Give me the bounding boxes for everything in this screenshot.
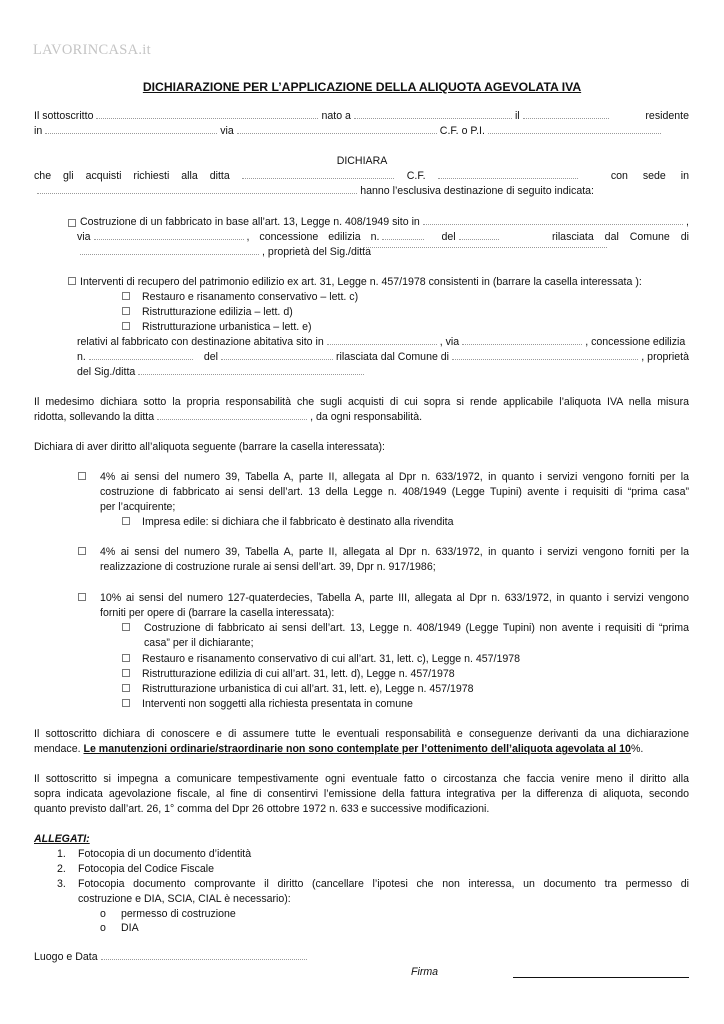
luogo-data-field[interactable] bbox=[101, 958, 307, 960]
interventi-option-1: Restauro e risanamento conservativo – lett. c) bbox=[122, 291, 358, 303]
impegno-line-2: sopra indicata agevolazione fiscale, al fine di consentirvi l’emissione della fattura integrativa per la differenza di aliquota, secondo bbox=[34, 788, 689, 800]
impegno-line-1: Il sottoscritto si impegna a comunicare tempestivamente ogni eventuale fatto o circostanza che faccia venire meno il diritto alla bbox=[34, 773, 689, 785]
supplier-cf-field[interactable] bbox=[438, 177, 578, 179]
impresa-edile-checkbox[interactable] bbox=[122, 517, 130, 525]
impegno-line-3: quanto previsto dall’art. 26, 1° comma del Dpr 26 ottobre 1972 n. 633 e successive modificazioni. bbox=[34, 803, 490, 815]
aliquota-4a-line-2: costruzione di fabbricato ai sensi dell’art. 13 della Legge n. 408/1949 (Legge Tupini) avente i requisiti di “prima casa” bbox=[100, 486, 689, 498]
aliquota-4a-checkbox-wrap bbox=[78, 471, 90, 483]
interventi-comune-field[interactable] bbox=[452, 358, 638, 360]
aliquota-10-option-4-checkbox[interactable] bbox=[122, 684, 130, 692]
allegati-bullet-2: o bbox=[100, 922, 106, 934]
interventi-date-field[interactable] bbox=[221, 358, 333, 360]
costruzione-line-3: , proprietà del Sig./ditta bbox=[77, 246, 377, 258]
acquisti-line-2: hanno l’esclusiva destinazione di seguito indicata: bbox=[34, 185, 594, 197]
interventi-checkbox[interactable] bbox=[68, 277, 76, 285]
supplier-field[interactable] bbox=[242, 177, 394, 179]
birthplace-field[interactable] bbox=[354, 117, 512, 119]
allegati-number-2: 2. bbox=[57, 863, 66, 875]
allegati-heading: ALLEGATI: bbox=[34, 833, 90, 845]
aliquota-4a-line-1: 4% ai sensi del numero 39, Tabella A, parte II, allegata al Dpr n. 633/1972, in quanto i servizi vengono forniti per la bbox=[100, 471, 689, 483]
intro-line-2: in via C.F. o P.I. bbox=[34, 125, 664, 137]
signature-line[interactable] bbox=[513, 965, 689, 978]
interventi-owner-field[interactable] bbox=[138, 373, 364, 375]
responsabilita-line-1: Il medesimo dichiara sotto la propria responsabilità che sugli acquisti di cui sopra si rende applicabile l’aliquota IVA nella misura bbox=[34, 396, 689, 408]
interventi-line-1: Interventi di recupero del patrimonio edilizio ex art. 31, Legge n. 457/1978 consistenti in (barrare la casella interessata ): bbox=[68, 276, 642, 288]
aliquota-10-option-3-checkbox[interactable] bbox=[122, 669, 130, 677]
costruzione-comune-field[interactable] bbox=[80, 253, 259, 255]
interventi-line-7: del Sig./ditta bbox=[77, 366, 367, 378]
allegati-item-3: Fotocopia documento comprovante il diritto (cancellare l’ipotesi che non interessa, un documento tra permesso di bbox=[78, 878, 689, 890]
allegati-sub-2: DIA bbox=[121, 922, 139, 934]
responsabilita-line-2: ridotta, sollevando la ditta , da ogni responsabilità. bbox=[34, 411, 423, 423]
firma-label: Firma bbox=[411, 966, 439, 978]
aliquota-10-checkbox[interactable] bbox=[78, 593, 86, 601]
residence-street-field[interactable] bbox=[237, 132, 437, 134]
aliquota-10-option-3: Ristrutturazione edilizia di cui all’art. 31, lett. d), Legge n. 457/1978 bbox=[122, 668, 455, 680]
allegati-item-3-line-2: costruzione e DIA, SCIA, CIAL è necessario): bbox=[78, 893, 291, 905]
costruzione-via-field[interactable] bbox=[94, 238, 244, 240]
aliquota-10-line-2: forniti per opere di (barrare la casella interessata): bbox=[100, 607, 335, 619]
interventi-option-2: Ristrutturazione edilizia – lett. d) bbox=[122, 306, 293, 318]
costruzione-owner-field[interactable] bbox=[363, 246, 607, 248]
costruzione-line-2: via , concessione edilizia n. del rilasciata dal Comune di bbox=[77, 231, 689, 243]
aliquota-10-option-2: Restauro e risanamento conservativo di cui all’art. 31, lett. c), Legge n. 457/1978 bbox=[122, 653, 520, 665]
costruzione-checkbox[interactable] bbox=[68, 219, 76, 227]
aliquota-4a-sub: Impresa edile: si dichiara che il fabbricato è destinato alla rivendita bbox=[122, 516, 454, 528]
diritto-intro: Dichiara di aver diritto all’aliquota seguente (barrare la casella interessata): bbox=[34, 441, 385, 453]
intro-line-1: Il sottoscritto nato a il residente bbox=[34, 110, 689, 122]
aliquota-10-option-1-line-1: Costruzione di fabbricato ai sensi dell’art. 13, Legge n. 408/1949 (Legge Tupini) non avente i requisiti di “prima bbox=[144, 622, 689, 634]
birthdate-field[interactable] bbox=[523, 117, 609, 119]
supplier-seat-field[interactable] bbox=[37, 192, 357, 194]
interventi-option-1-checkbox[interactable] bbox=[122, 292, 130, 300]
aliquota-4a-line-3: per l’acquirente; bbox=[100, 501, 176, 513]
tax-code-field[interactable] bbox=[488, 132, 661, 134]
allegati-number-3: 3. bbox=[57, 878, 66, 890]
aliquota-4a-checkbox[interactable] bbox=[78, 472, 86, 480]
aliquota-10-option-5: Interventi non soggetti alla richiesta presentata in comune bbox=[122, 698, 413, 710]
costruzione-date-field[interactable] bbox=[459, 238, 499, 240]
allegati-sub-1: permesso di costruzione bbox=[121, 908, 236, 920]
consapevole-line-1: Il sottoscritto dichiara di conoscere e di assumere tutte le eventuali responsabilità e conseguenze derivanti da una dichiarazione bbox=[34, 728, 689, 740]
allegati-item-1: Fotocopia di un documento d’identità bbox=[78, 848, 252, 860]
acquisti-line-1: che gli acquisti richiesti alla ditta C.F. con sede in bbox=[34, 170, 689, 182]
interventi-via-field[interactable] bbox=[462, 343, 582, 345]
interventi-option-2-checkbox[interactable] bbox=[122, 307, 130, 315]
interventi-line-6: n. del rilasciata dal Comune di , proprietà bbox=[77, 351, 689, 363]
aliquota-4b-checkbox[interactable] bbox=[78, 547, 86, 555]
aliquota-4b-line-1: 4% ai sensi del numero 39, Tabella A, parte II, allegata al Dpr n. 633/1972, in quanto i servizi vengono forniti per la bbox=[100, 546, 689, 558]
dichiara-heading: DICHIARA bbox=[336, 155, 388, 167]
aliquota-10-option-5-checkbox[interactable] bbox=[122, 699, 130, 707]
interventi-concessione-field[interactable] bbox=[89, 358, 193, 360]
interventi-line-5: relativi al fabbricato con destinazione abitativa sito in , via , concessione edilizia bbox=[77, 336, 686, 348]
allegati-item-2: Fotocopia del Codice Fiscale bbox=[78, 863, 215, 875]
costruzione-concessione-field[interactable] bbox=[382, 238, 424, 240]
responsabilita-supplier-field[interactable] bbox=[157, 418, 307, 420]
aliquota-4b-line-2: realizzazione di costruzione rurale ai sensi dell’art. 39, Dpr n. 917/1986; bbox=[100, 561, 436, 573]
aliquota-10-option-1-checkbox[interactable] bbox=[122, 623, 130, 631]
aliquota-10-option-1-line-2: casa” per il dichiarante; bbox=[144, 637, 254, 649]
residence-city-field[interactable] bbox=[45, 132, 217, 134]
allegati-number-1: 1. bbox=[57, 848, 66, 860]
document-title: DICHIARAZIONE PER L’APPLICAZIONE DELLA ALIQUOTA AGEVOLATA IVA bbox=[142, 80, 582, 94]
aliquota-10-option-4: Ristrutturazione urbanistica di cui all’art. 31, lett. e), Legge n. 457/1978 bbox=[122, 683, 474, 695]
aliquota-10-line-1: 10% ai sensi del numero 127-quaterdecies, Tabella A, parte III, allegata al Dpr n. 633/1972, in quanto i servizi vengono bbox=[100, 592, 689, 604]
aliquota-10-option-2-checkbox[interactable] bbox=[122, 654, 130, 662]
manutenzioni-note: Le manutenzioni ordinarie/straordinarie non sono contemplate per l’ottenimento dell’aliquota agevolata al 10 bbox=[83, 743, 631, 755]
interventi-site-field[interactable] bbox=[327, 343, 437, 345]
name-field[interactable] bbox=[96, 117, 318, 119]
costruzione-site-field[interactable] bbox=[423, 223, 683, 225]
watermark: LAVORINCASA.it bbox=[33, 42, 151, 58]
interventi-option-3: Ristrutturazione urbanistica – lett. e) bbox=[122, 321, 312, 333]
consapevole-line-2: mendace. Le manutenzioni ordinarie/straordinarie non sono contemplate per l’ottenimento dell’aliquota agevolata al 10%. bbox=[34, 743, 644, 755]
allegati-bullet-1: o bbox=[100, 908, 106, 920]
interventi-option-3-checkbox[interactable] bbox=[122, 322, 130, 330]
luogo-data-line: Luogo e Data bbox=[34, 951, 310, 963]
costruzione-line-1: Costruzione di un fabbricato in base all’art. 13, Legge n. 408/1949 sito in , bbox=[68, 216, 689, 228]
